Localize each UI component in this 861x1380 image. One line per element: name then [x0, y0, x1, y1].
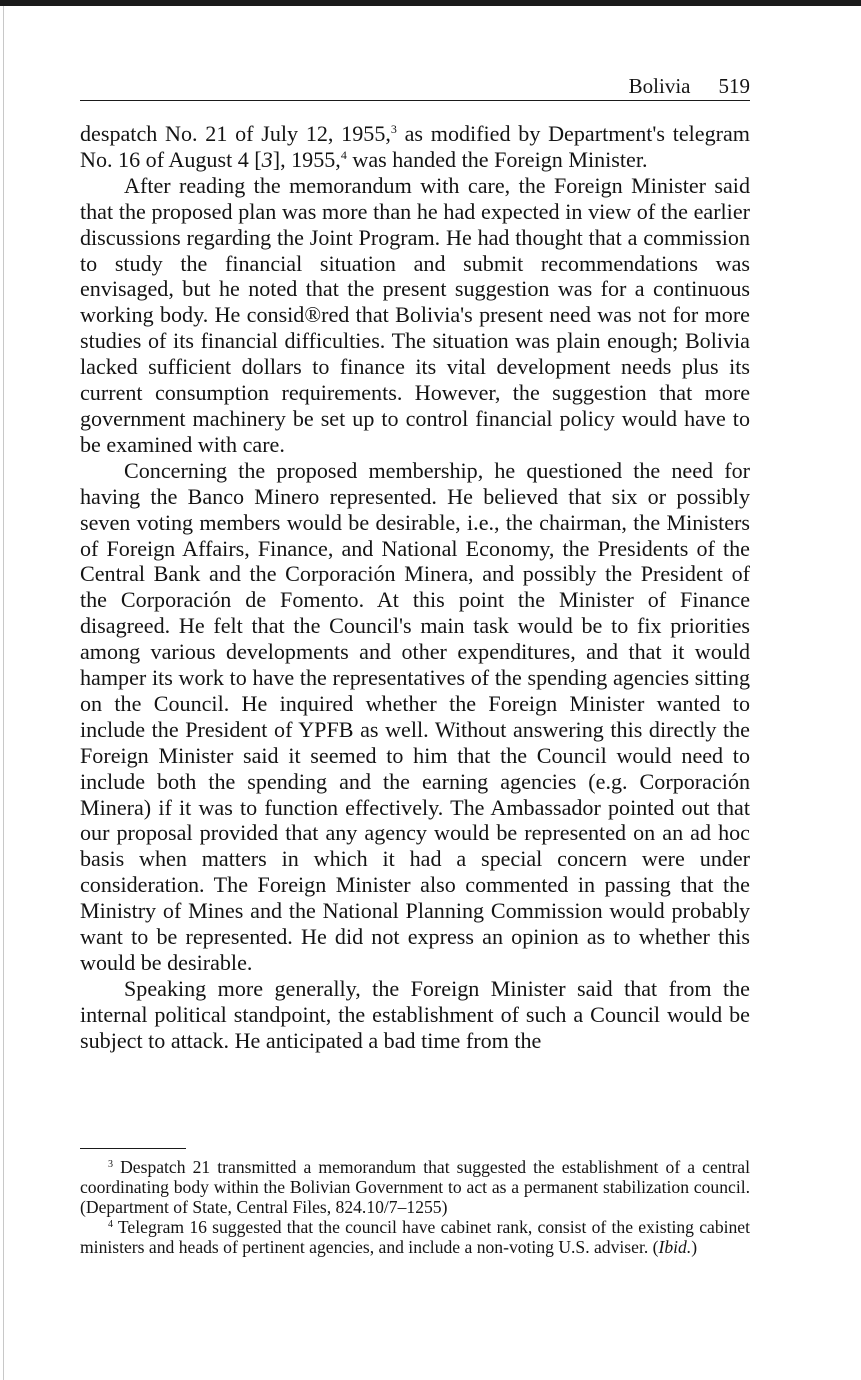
text-run: was handed the Foreign Minister. — [346, 146, 648, 172]
footnote-marker-4: 4 — [340, 147, 347, 162]
footnote-text: Telegram 16 suggested that the council have cabinet rank, consist of the existing cabinet ministers and heads of pertinent agencies, and include a non-voting U.S. adviser. ( — [80, 1217, 750, 1257]
running-header — [80, 72, 750, 101]
footnote-marker-3: 3 — [390, 122, 397, 136]
footnote-number: 4 — [108, 1219, 113, 1230]
text-run: After reading the memorandum with care, the Foreign Minister said that the proposed plan was more than he had expected in view of the earlier discussions regarding the Joint Program. He had thought that a commission to study the financial situation and submit recommendations was envisaged, but he noted that the present suggestion was for a continuous working body. He consid®red that Bolivia's present need was not for more studies of its financial difficulties. The situation was plain enough; Bolivia lacked sufficient dollars to finance its vital development needs plus its current consumption requirements. However, the suggestion that more government machinery be set up to control financial policy would have to be examined with care. — [80, 172, 750, 457]
running-title: Bolivia — [628, 74, 691, 98]
footnote-3 — [80, 1157, 750, 1217]
footnote-4 — [80, 1217, 750, 1257]
paragraph-membership — [80, 458, 750, 976]
footnote-text: Despatch 21 transmitted a memorandum that suggested the establishment of a central coordinating body within the Bolivian Government to act as a permanent stabilization council. (Department of State, Central Files, 824.10/7–1255) — [80, 1157, 750, 1217]
paragraph-foreign-minister-reading — [80, 173, 750, 458]
paragraph-speaking-generally — [80, 976, 750, 1054]
text-run: Speaking more generally, the Foreign Minister said that from the internal political standpoint, the establishment of such a Council would be subject to attack. He anticipated a bad time from the — [80, 975, 750, 1053]
italic-run: 3 — [261, 146, 273, 172]
footnote-text: ) — [691, 1237, 698, 1257]
text-run: Concerning the proposed membership, he questioned the need for having the Banco Minero represented. He believed that six or possibly seven voting members would be desirable, i.e., the chairman, the Ministers of Foreign Affairs, Finance, and National Economy, the Presidents of the Central Bank and the Corporación Minera, and possibly the President of the Corporación de Fomento. At this point the Minister of Finance disagreed. He felt that the Council's main task would be to fix priorities among various developments and other expenditures, and that it would hamper its work to have the representatives of the spending agencies sitting on the Council. He inquired whether the Foreign Minister wanted to include the President of YPFB as well. Without answering this directly the Foreign Minister said it seemed to him that the Council would need to include both the spending and the earning agencies (e.g. Corporación Minera) if it was to function effectively. The Ambassador pointed out that our proposal provided that any agency would be represented on an ad hoc basis when matters in which it had a special concern were under consideration. The Foreign Minister also commented in passing that the Ministry of Mines and the National Planning Commission would probably want to be represented. He did not express an opinion as to whether this would be desirable. — [80, 457, 750, 975]
text-run: despatch No. 21 of July 12, 1955, — [80, 121, 391, 146]
text-run: ], 1955, — [272, 146, 341, 172]
footnote-separator — [80, 1148, 186, 1149]
text-run: as modified by Department's telegram No. 16 of August 4 [ — [80, 121, 750, 172]
body-text — [80, 121, 750, 1054]
footnotes — [80, 1157, 750, 1257]
footnote-italic: Ibid. — [658, 1237, 692, 1257]
footnote-number: 3 — [108, 1159, 113, 1170]
top-border-rule — [0, 0, 861, 6]
page-left-edge — [3, 6, 4, 1380]
page-number: 519 — [718, 74, 750, 98]
paragraph-continuation — [80, 121, 750, 173]
